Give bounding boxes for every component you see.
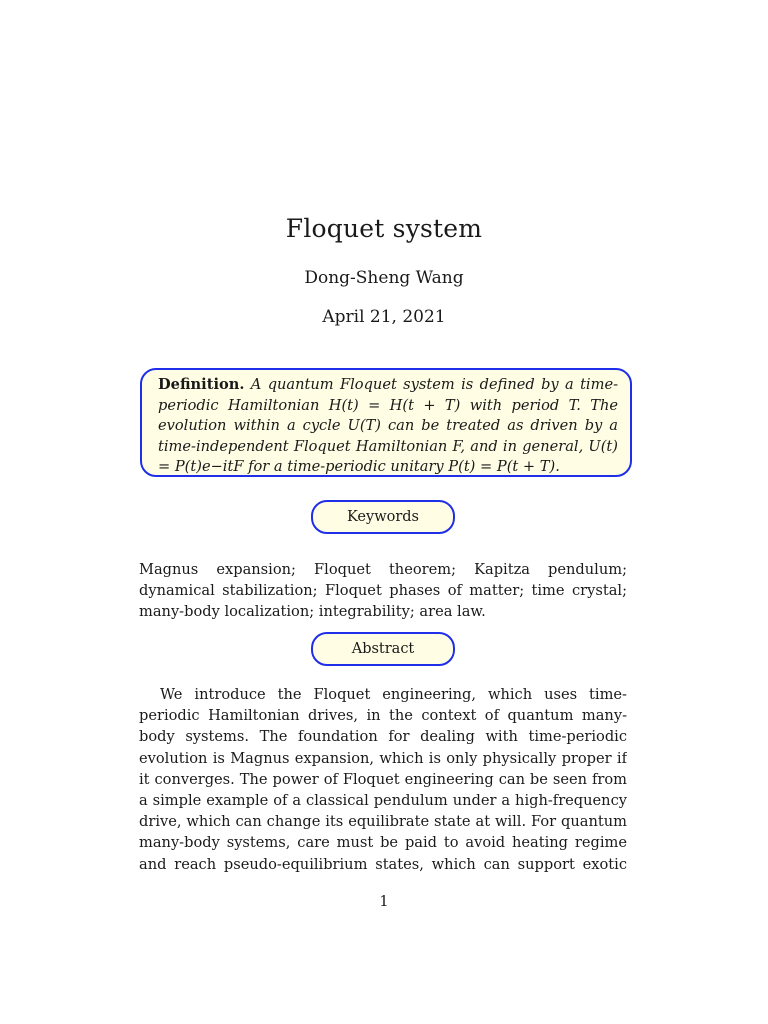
page-number: 1: [379, 894, 389, 910]
definition-label: Definition.: [158, 376, 245, 393]
definition-text: A quantum Floquet system is defined by a time-periodic Hamiltonian H(t) = H(t + T) with period T. The evolution within a cycle U(T) can be treated as driven by a time-independent Floquet Hamiltonian F, and in general, U(t) = P(t)e−itF for a time-periodic unitary P(t) = P(t + T).: [158, 376, 619, 475]
paper-date: April 21, 2021: [322, 307, 446, 327]
abstract-text: We introduce the Floquet engineering, which uses time-periodic Hamiltonian drives, in the context of quantum many-body systems. The foundation for dealing with time-periodic evolution is Magnus expansion, which is only physically proper if it converges. The power of Floquet engineering can be seen from a simple example of a classical pendulum under a high-frequency drive, which can change its equilibrate state at will. For quantum many-body systems, care must be paid to avoid heating regime and reach pseudo-equilibrium states, which can support exotic: [139, 686, 627, 873]
keywords-heading: Keywords: [311, 500, 455, 534]
definition-box: [140, 368, 632, 477]
paper-title: Floquet system: [285, 214, 483, 243]
abstract-heading: Abstract: [311, 632, 455, 666]
paper-author: Dong-Sheng Wang: [304, 268, 464, 288]
keywords-text: Magnus expansion; Floquet theorem; Kapitza pendulum; dynamical stabilization; Floquet phases of matter; time crystal; many-body localization; integrability; area law.: [139, 561, 627, 621]
